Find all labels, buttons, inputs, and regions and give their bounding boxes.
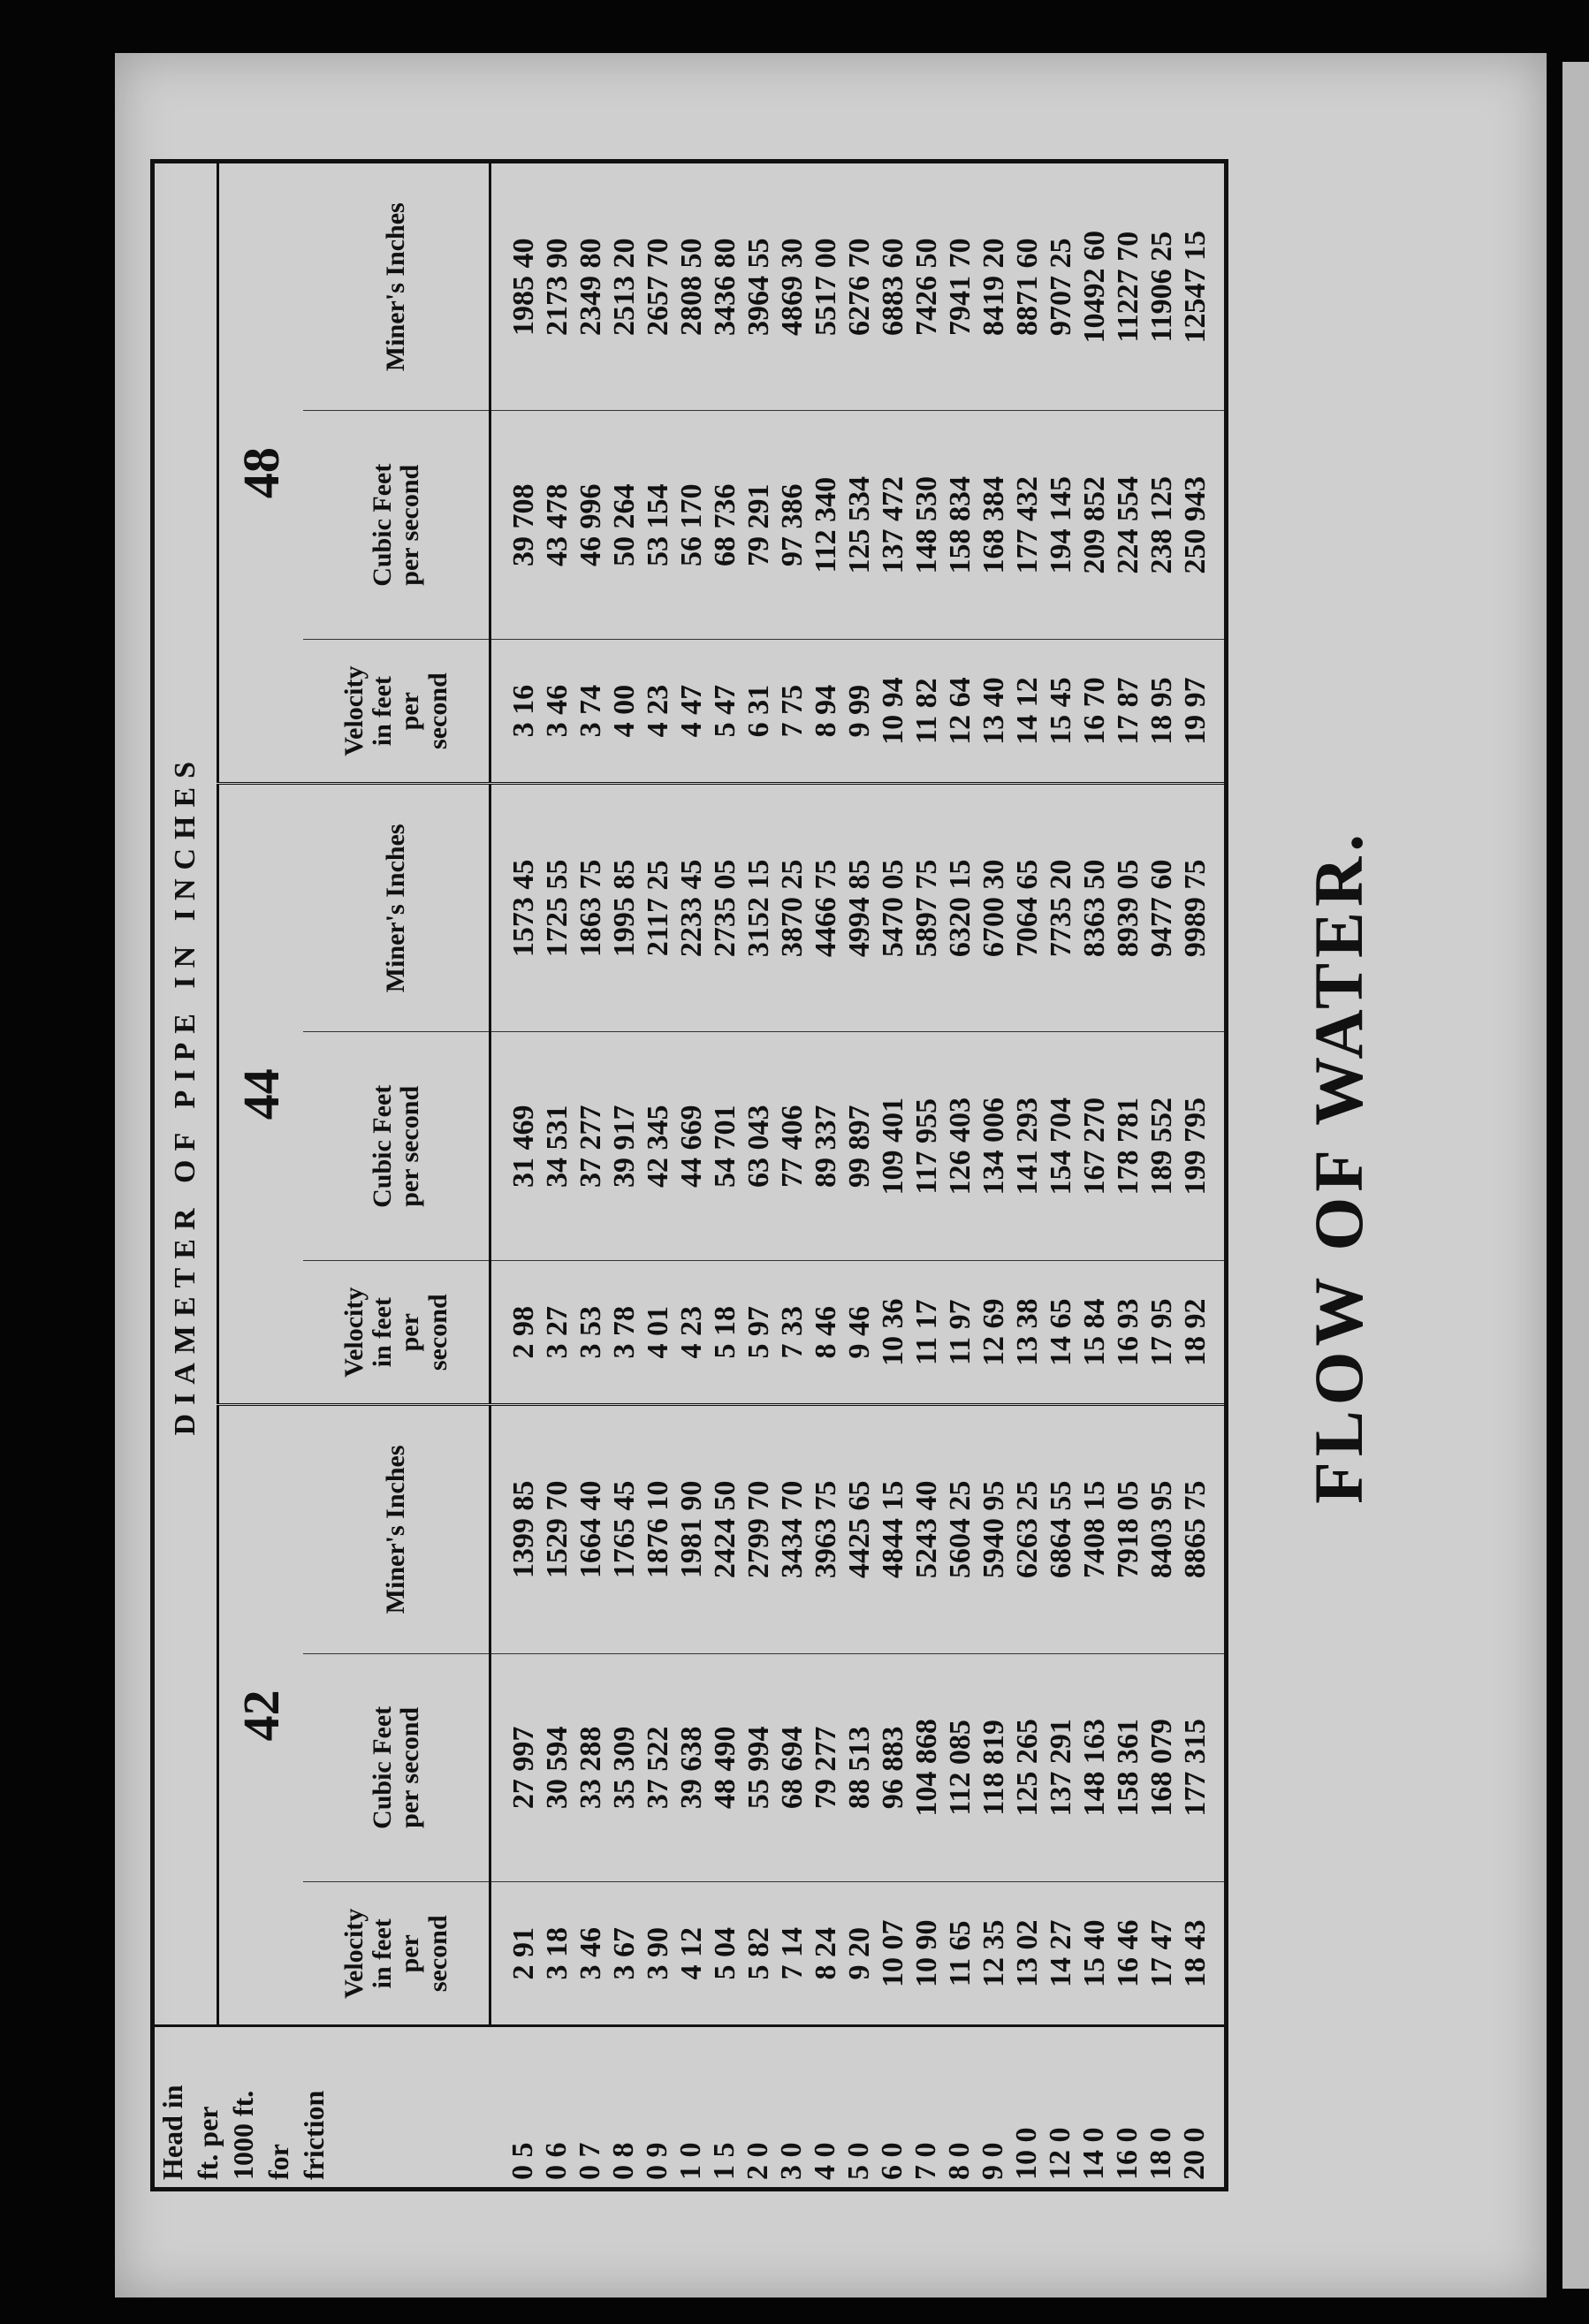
table-cell: 8939 05: [1112, 859, 1144, 958]
head-value: 10 0: [1009, 2127, 1043, 2180]
table-cell: 54 701: [709, 1105, 741, 1189]
table-cell: 177 432: [1011, 475, 1044, 574]
table-cell: 2799 70: [742, 1480, 775, 1579]
table-cell: 158 361: [1112, 1719, 1144, 1817]
head-column-header: Head in ft. per 1000 ft. for friction: [153, 2026, 490, 2190]
table-cell: 4425 65: [843, 1480, 876, 1579]
table-cell: 4 23: [642, 684, 674, 738]
table-cell: 16 70: [1078, 677, 1111, 745]
table-cell: 5940 95: [977, 1480, 1010, 1579]
head-value: 7 0: [909, 2142, 942, 2180]
table-cell: 35 309: [608, 1726, 641, 1810]
head-value: 0 7: [573, 2142, 606, 2180]
head-value: 0 9: [640, 2142, 673, 2180]
rotated-content: [133, 88, 1476, 2244]
table-cell: 125 534: [843, 475, 876, 574]
table-cell: 250 943: [1179, 475, 1212, 574]
table-cell: 1985 40: [507, 238, 540, 336]
table-cell: 4 23: [675, 1305, 708, 1359]
table-cell: 5604 25: [944, 1480, 977, 1579]
table-cell: 18 43: [1179, 1919, 1212, 1988]
table-cell: 3963 75: [810, 1480, 842, 1579]
table-cell: 39 638: [675, 1726, 708, 1810]
table-cell: 8 24: [810, 1927, 842, 1980]
page-title: FLOW OF WATER.: [1300, 829, 1377, 1504]
table-cell: 10 36: [877, 1298, 909, 1366]
table-cell: 3 53: [574, 1305, 607, 1359]
head-value: 0 6: [539, 2142, 573, 2180]
table-cell: 48 490: [709, 1726, 741, 1810]
table-cell: 46 996: [574, 483, 607, 566]
table-cell: 8403 95: [1145, 1480, 1178, 1579]
table-cell: 2349 80: [574, 238, 607, 336]
table-cell: 11 65: [944, 1920, 977, 1987]
table-cell: 2 98: [507, 1305, 540, 1359]
head-value: 9 0: [976, 2142, 1009, 2180]
table-cell: 2233 45: [675, 859, 708, 958]
table-cell: 167 270: [1078, 1097, 1111, 1196]
table-cell: 14 65: [1045, 1298, 1077, 1366]
cubic-column-48: [490, 411, 1227, 640]
table-cell: 154 704: [1045, 1097, 1077, 1196]
table-cell: 7426 50: [910, 238, 943, 336]
table-cell: 15 40: [1078, 1919, 1111, 1988]
table-cell: 97 386: [776, 483, 809, 566]
table-cell: 1995 85: [608, 859, 641, 958]
pipe-size-48: 48: [232, 447, 290, 499]
table-cell: 126 403: [944, 1097, 977, 1196]
table-cell: 12 69: [977, 1298, 1010, 1366]
table-cell: 109 401: [877, 1097, 909, 1196]
table-cell: 2513 20: [608, 238, 641, 336]
table-cell: 199 795: [1179, 1097, 1212, 1196]
table-cell: 11 97: [944, 1299, 977, 1366]
miners-inches-header: Miner's Inches: [303, 162, 490, 411]
table-cell: 63 043: [742, 1105, 775, 1189]
table-cell: 4994 85: [843, 859, 876, 958]
table-cell: 1399 85: [507, 1480, 540, 1579]
table-cell: 2424 50: [709, 1480, 741, 1579]
table-cell: 8871 60: [1011, 238, 1044, 336]
table-cell: 18 92: [1179, 1298, 1212, 1366]
table-cell: 11 82: [910, 678, 943, 744]
table-cell: 3 16: [507, 684, 540, 738]
head-value: 0 8: [606, 2142, 640, 2180]
table-cell: 15 45: [1045, 677, 1077, 745]
table-cell: 44 669: [675, 1105, 708, 1189]
table-cell: 137 472: [877, 475, 909, 574]
head-value: 2 0: [741, 2142, 774, 2180]
table-cell: 7735 20: [1045, 859, 1077, 958]
table-cell: 33 288: [574, 1726, 607, 1810]
head-value: 3 0: [774, 2142, 808, 2180]
table-cell: 137 291: [1045, 1719, 1077, 1817]
table-cell: 3436 80: [709, 238, 741, 336]
head-values: [490, 2026, 1227, 2190]
table-cell: 14 27: [1045, 1919, 1077, 1988]
table-cell: 5 04: [709, 1927, 741, 1980]
table-cell: 118 819: [977, 1720, 1010, 1816]
pipe-size-44: 44: [218, 784, 304, 1405]
table-cell: 68 694: [776, 1726, 809, 1810]
cubic-feet-header: Cubic Feet per second: [303, 1653, 490, 1882]
table-cell: 6864 55: [1045, 1480, 1077, 1579]
table-cell: 4 00: [608, 684, 641, 738]
table-cell: 6320 15: [944, 859, 977, 958]
table-cell: 9 99: [843, 684, 876, 738]
table-cell: 7064 65: [1011, 859, 1044, 958]
table-cell: 37 277: [574, 1105, 607, 1189]
table-cell: 10 90: [910, 1919, 943, 1988]
table-cell: 5517 00: [810, 238, 842, 336]
velocity-header: Velocity in feet per second: [303, 1882, 490, 2026]
table-cell: 177 315: [1179, 1719, 1212, 1817]
table-cell: 7 33: [776, 1305, 809, 1359]
table-cell: 2 91: [507, 1927, 540, 1980]
table-cell: 10 07: [877, 1919, 909, 1988]
table-cell: 13 02: [1011, 1919, 1044, 1988]
table-cell: 17 95: [1145, 1298, 1178, 1366]
table-cell: 2735 05: [709, 859, 741, 958]
pipe-size-42: 42: [218, 1405, 304, 2026]
table-cell: 8419 20: [977, 238, 1010, 336]
table-cell: 6700 30: [977, 859, 1010, 958]
table-cell: 11 17: [910, 1299, 943, 1366]
head-value: 1 0: [673, 2142, 707, 2180]
table-cell: 3 74: [574, 684, 607, 738]
table-cell: 3 46: [574, 1927, 607, 1980]
table-cell: 4 47: [675, 684, 708, 738]
table-cell: 3964 55: [742, 238, 775, 336]
table-cell: 1529 70: [541, 1480, 574, 1579]
table-cell: 1876 10: [642, 1480, 674, 1579]
table-cell: 16 46: [1112, 1919, 1144, 1988]
table-cell: 4 12: [675, 1927, 708, 1980]
head-value: 18 0: [1144, 2127, 1177, 2180]
table-cell: 125 265: [1011, 1719, 1044, 1817]
table-cell: 3 67: [608, 1927, 641, 1980]
table-cell: 56 170: [675, 483, 708, 566]
table-cell: 5470 05: [877, 859, 909, 958]
table-cell: 79 291: [742, 483, 775, 566]
table-cell: 3 18: [541, 1927, 574, 1980]
table-cell: 99 897: [843, 1105, 876, 1189]
table-cell: 8363 50: [1078, 859, 1111, 958]
flow-table: [150, 159, 1228, 2191]
table-cell: 4466 75: [810, 859, 842, 958]
miners-column-44: [490, 784, 1227, 1032]
table-cell: 168 384: [977, 475, 1010, 574]
table-cell: 10492 60: [1078, 230, 1111, 344]
table-cell: 5 47: [709, 684, 741, 738]
table-cell: 5 82: [742, 1927, 775, 1980]
cubic-column-42: [490, 1653, 1227, 1882]
table-cell: 9707 25: [1045, 238, 1077, 336]
table-cell: 30 594: [541, 1726, 574, 1810]
table-cell: 13 38: [1011, 1298, 1044, 1366]
table-cell: 50 264: [608, 483, 641, 566]
table-cell: 4 01: [642, 1305, 674, 1359]
head-value: 6 0: [875, 2142, 909, 2180]
table-cell: 77 406: [776, 1105, 809, 1189]
table-cell: 19 97: [1179, 677, 1212, 745]
table-cell: 16 93: [1112, 1298, 1144, 1366]
table-cell: 178 781: [1112, 1097, 1144, 1196]
table-cell: 3 27: [541, 1305, 574, 1359]
table-cell: 5243 40: [910, 1480, 943, 1579]
table-cell: 117 955: [910, 1097, 943, 1195]
table-cell: 194 145: [1045, 475, 1077, 574]
table-cell: 17 87: [1112, 677, 1144, 745]
table-cell: 89 337: [810, 1105, 842, 1189]
table-cell: 1981 90: [675, 1480, 708, 1579]
velocity-column-48: [490, 640, 1227, 784]
table-cell: 34 531: [541, 1105, 574, 1189]
table-cell: 6263 25: [1011, 1480, 1044, 1579]
table-cell: 6 31: [742, 684, 775, 738]
table-cell: 112 085: [944, 1720, 977, 1816]
table-cell: 7 75: [776, 684, 809, 738]
head-value: 1 5: [707, 2142, 741, 2180]
table-cell: 3 90: [642, 1927, 674, 1980]
table-cell: 5897 75: [910, 859, 943, 958]
head-value: 0 5: [506, 2142, 539, 2180]
table-cell: 10 94: [877, 677, 909, 745]
table-cell: 4869 30: [776, 238, 809, 336]
velocity-header: Velocity in feet per second: [303, 640, 490, 784]
table-cell: 5 18: [709, 1305, 741, 1359]
table-cell: 1725 55: [541, 859, 574, 958]
miners-inches-header: Miner's Inches: [303, 1405, 490, 1653]
table-cell: 224 554: [1112, 475, 1144, 574]
table-cell: 9 46: [843, 1305, 876, 1359]
table-cell: 6883 60: [877, 238, 909, 336]
table-cell: 189 552: [1145, 1097, 1178, 1196]
miners-inches-header: Miner's Inches: [303, 784, 490, 1032]
head-value: 16 0: [1110, 2127, 1144, 2180]
table-cell: 141 293: [1011, 1097, 1044, 1196]
miners-column-42: [490, 1405, 1227, 1653]
table-cell: 15 84: [1078, 1298, 1111, 1366]
table-cell: 8 46: [810, 1305, 842, 1359]
table-cell: 11227 70: [1112, 231, 1144, 343]
table-cell: 3434 70: [776, 1480, 809, 1579]
table-cell: 88 513: [843, 1726, 876, 1810]
table-cell: 2657 70: [642, 238, 674, 336]
table-cell: 148 530: [910, 475, 943, 574]
head-value: 8 0: [942, 2142, 976, 2180]
table-cell: 27 997: [507, 1726, 540, 1810]
head-value: 20 0: [1177, 2127, 1211, 2180]
diameter-header: DIAMETER OF PIPE IN INCHES: [153, 162, 218, 2026]
table-cell: 8865 75: [1179, 1480, 1212, 1579]
table-cell: 8 94: [810, 684, 842, 738]
table-cell: 9989 75: [1179, 859, 1212, 958]
table-cell: 43 478: [541, 483, 574, 566]
table-cell: 12 35: [977, 1919, 1010, 1988]
table-cell: 1765 45: [608, 1480, 641, 1579]
head-value: 12 0: [1043, 2127, 1076, 2180]
table-cell: 168 079: [1145, 1719, 1178, 1817]
head-value: 5 0: [841, 2142, 875, 2180]
table-cell: 209 852: [1078, 475, 1111, 574]
table-cell: 4844 15: [877, 1480, 909, 1579]
table-cell: 238 125: [1145, 475, 1178, 574]
table-cell: 39 708: [507, 483, 540, 566]
table-cell: 12 64: [944, 677, 977, 745]
table-cell: 42 345: [642, 1105, 674, 1189]
table-cell: 2808 50: [675, 238, 708, 336]
table-cell: 55 994: [742, 1726, 775, 1810]
table-cell: 7941 70: [944, 238, 977, 336]
table-cell: 104 868: [910, 1719, 943, 1817]
velocity-header: Velocity in feet per second: [303, 1261, 490, 1405]
table-cell: 3 78: [608, 1305, 641, 1359]
table-cell: 17 47: [1145, 1919, 1178, 1988]
table-cell: 6276 70: [843, 238, 876, 336]
cubic-feet-header: Cubic Feet per second: [303, 411, 490, 640]
table-cell: 31 469: [507, 1105, 540, 1189]
table-cell: 2173 90: [541, 238, 574, 336]
table-cell: 7408 15: [1078, 1480, 1111, 1579]
table-cell: 148 163: [1078, 1719, 1111, 1817]
table-cell: 3152 15: [742, 859, 775, 958]
table-cell: 53 154: [642, 483, 674, 566]
table-cell: 134 006: [977, 1097, 1010, 1196]
table-cell: 7 14: [776, 1927, 809, 1980]
velocity-column-42: [490, 1882, 1227, 2026]
table-cell: 1664 40: [574, 1480, 607, 1579]
table-cell: 18 95: [1145, 677, 1178, 745]
head-value: 14 0: [1076, 2127, 1110, 2180]
cubic-column-44: [490, 1032, 1227, 1261]
table-cell: 1573 45: [507, 859, 540, 958]
table-cell: 37 522: [642, 1726, 674, 1810]
adjacent-page-edge: [1562, 62, 1589, 2289]
velocity-column-44: [490, 1261, 1227, 1405]
table-cell: 9 20: [843, 1927, 876, 1980]
miners-column-48: [490, 162, 1227, 411]
table-cell: 13 40: [977, 677, 1010, 745]
cubic-feet-header: Cubic Feet per second: [303, 1032, 490, 1261]
table-cell: 79 277: [810, 1726, 842, 1810]
table-cell: 1863 75: [574, 859, 607, 958]
head-value: 4 0: [808, 2142, 841, 2180]
table-cell: 3870 25: [776, 859, 809, 958]
table-cell: 112 340: [810, 476, 842, 573]
table-cell: 39 917: [608, 1105, 641, 1189]
table-cell: 3 46: [541, 684, 574, 738]
table-cell: 5 97: [742, 1305, 775, 1359]
table-cell: 96 883: [877, 1726, 909, 1810]
table-cell: 158 834: [944, 475, 977, 574]
table-cell: 68 736: [709, 483, 741, 566]
table-cell: 14 12: [1011, 677, 1044, 745]
table-cell: 7918 05: [1112, 1480, 1144, 1579]
table-cell: 12547 15: [1179, 230, 1212, 344]
table-cell: 2117 25: [642, 860, 674, 957]
table-cell: 11906 25: [1145, 231, 1178, 343]
table-cell: 9477 60: [1145, 859, 1178, 958]
